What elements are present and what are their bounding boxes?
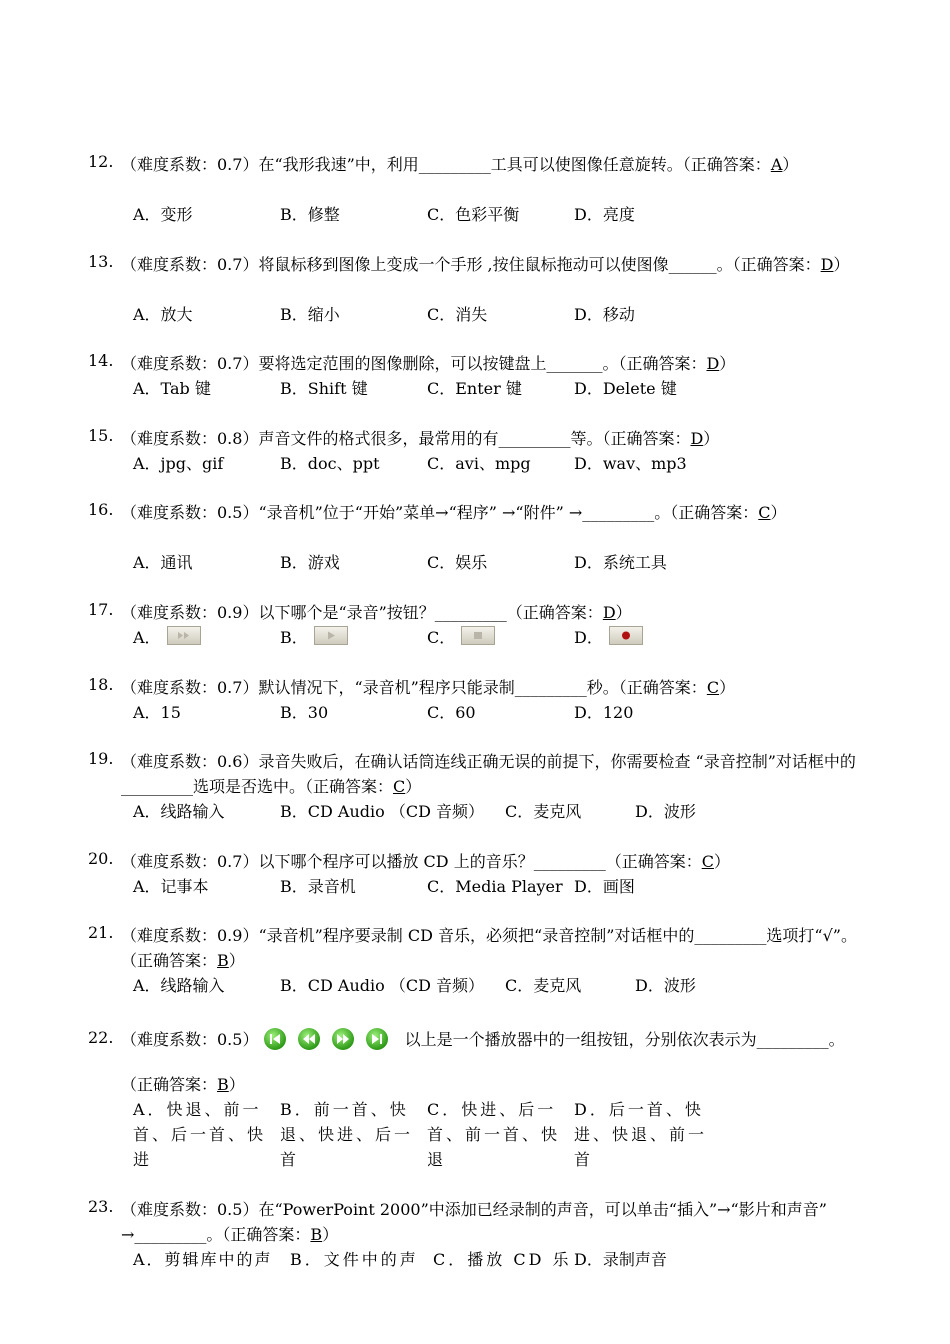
question-stem: （难度系数：0.7）默认情况下，“录音机”程序只能录制_________秒。（正确答案：C） [121,678,736,697]
option-d: D．120 [574,703,634,722]
option-b: B．录音机 [280,877,356,896]
record-icon [609,626,643,645]
option-c: C．Media Player [427,877,563,896]
correct-answer: C [701,852,714,871]
option-b: B．Shift 键 [280,379,368,398]
option-c: C．Enter 键 [427,379,522,398]
fast-forward-icon [332,1028,354,1050]
option-c: C．娱乐 [427,553,488,572]
option-c: C．色彩平衡 [427,205,520,224]
question-number: 23. [88,1197,114,1216]
answer-line: （正确答案：B） [121,1075,245,1094]
option-b: B．前一首、快退、快进、后一首 [280,1100,414,1169]
option-d: D．后一首、快进、快退、前一首 [574,1100,708,1169]
question-number: 14. [88,351,114,370]
skip-back-icon [264,1028,286,1050]
option-a: A．剪辑库中的声 [133,1250,273,1269]
option-a: A． [133,625,201,650]
question-number: 13. [88,252,114,271]
question-stem: （难度系数：0.9）以下哪个是“录音”按钮？_________（正确答案：D） [121,603,632,622]
option-d: D．系统工具 [574,553,667,572]
question-number: 18. [88,675,114,694]
option-a: A．Tab 键 [133,379,211,398]
question-stem: （难度系数：0.7）将鼠标移到图像上变成一个手形 ,按住鼠标拖动可以使图像______。（正确答案：D） [121,255,850,274]
skip-forward-icon [366,1028,388,1050]
option-d: D．波形 [635,802,696,821]
question-number: 20. [88,849,114,868]
play-icon [314,626,348,645]
option-a: A．jpg、gif [133,454,224,473]
option-a: A．快退、前一首、后一首、快进 [133,1100,267,1169]
option-a: A．线路输入 [133,976,225,995]
option-b: B．30 [280,703,329,722]
option-c: C．60 [427,703,476,722]
option-c: C． [427,625,495,650]
option-c: C．麦克风 [505,802,582,821]
correct-answer: D [602,603,616,622]
question-number: 19. [88,749,114,768]
question-stem: （难度系数：0.7）要将选定范围的图像删除，可以按键盘上_______。（正确答案：D） [121,354,736,373]
option-d: D．画图 [574,877,635,896]
option-b: B．CD Audio （CD 音频） [280,976,485,995]
option-b: B．修整 [280,205,340,224]
option-b: B．doc、ppt [280,454,380,473]
option-d: D．wav、mp3 [574,454,687,473]
option-a: A．线路输入 [133,802,225,821]
correct-answer: C [758,503,771,522]
rewind-icon [298,1028,320,1050]
question-stem: （难度系数：0.5）“录音机”位于“开始”菜单→“程序” →“附件” →_________。（正确答案：C） [121,503,787,522]
option-b: B． [280,625,348,650]
question-number: 15. [88,426,114,445]
option-a: A．变形 [133,205,193,224]
correct-answer: D [690,429,704,448]
option-b: B．CD Audio （CD 音频） [280,802,485,821]
option-c: C．消失 [427,305,488,324]
question-number: 12. [88,152,114,171]
option-b: B．游戏 [280,553,340,572]
option-c: C．播放 CD 乐 [433,1250,572,1269]
correct-answer: B [217,1075,229,1094]
option-c: C．快进、后一首、前一首、快退 [427,1100,561,1169]
player-button-group [264,1027,400,1053]
question-number: 21. [88,923,114,942]
question-stem: （难度系数：0.9）“录音机”程序要录制 CD 音乐，必须把“录音控制”对话框中的_________选项打“√”。（正确答案：B） [121,926,857,970]
option-d: D．亮度 [574,205,635,224]
correct-answer: D [706,354,720,373]
option-d: D．录制声音 [574,1250,667,1269]
correct-answer: C [393,777,406,796]
question-stem: （难度系数：0.7）以下哪个程序可以播放 CD 上的音乐？_________（正确答案：C） [121,852,730,871]
option-a: A．记事本 [133,877,209,896]
question-number: 22. [88,1028,114,1047]
option-c: C．麦克风 [505,976,582,995]
question-stem: （难度系数：0.8）声音文件的格式很多，最常用的有_________等。（正确答案：D） [121,429,720,448]
option-b: B．文件中的声 [290,1250,419,1269]
option-d: D．波形 [635,976,696,995]
question-number: 16. [88,500,114,519]
option-b: B．缩小 [280,305,340,324]
option-d: D．Delete 键 [574,379,677,398]
option-a: A．15 [133,703,181,722]
stop-icon [461,626,495,645]
correct-answer: C [706,678,720,697]
option-a: A．通讯 [133,553,193,572]
question-stem: （难度系数：0.5）在“PowerPoint 2000”中添加已经录制的声音，可以单击“插入”→“影片和声音” →_________。（正确答案：B） [121,1200,827,1244]
correct-answer: A [770,155,783,174]
option-c: C．avi、mpg [427,454,531,473]
option-d: D．移动 [574,305,635,324]
option-d: D． [574,625,643,650]
option-a: A．放大 [133,305,193,324]
correct-answer: B [217,951,229,970]
correct-answer: D [820,255,834,274]
question-stem: （难度系数：0.7）在“我形我速”中，利用_________工具可以使图像任意旋转。（正确答案：A） [121,155,799,174]
correct-answer: B [310,1225,323,1244]
question-number: 17. [88,600,114,619]
fast-forward-icon [167,626,201,645]
question-stem: （难度系数：0.6）录音失败后，在确认话筒连线正确无误的前提下，你需要检查 “录音控制”对话框中的_________选项是否选中。（正确答案：C） [121,752,856,796]
question-stem: （难度系数：0.5） 以上是一个播放器中的一组按钮，分别依次表示为_________。 [121,1022,868,1058]
